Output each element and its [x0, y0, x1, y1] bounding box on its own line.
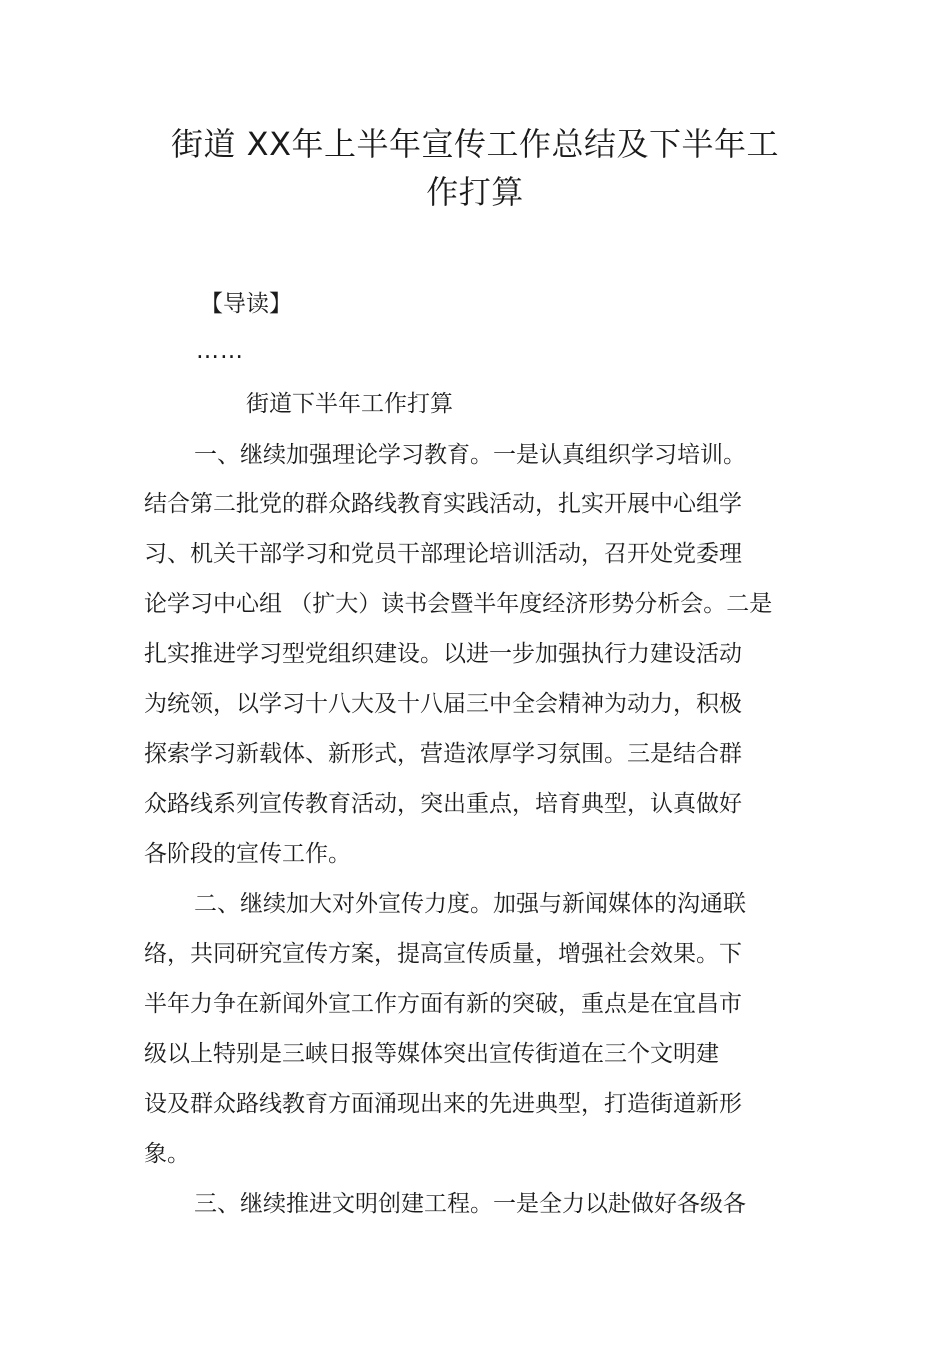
section-heading: 街道下半年工作打算	[246, 391, 453, 417]
body-line: 众路线系列宣传教育活动，突出重点，培育典型，认真做好	[144, 791, 742, 817]
body-line: 论学习中心组 （扩大）读书会暨半年度经济形势分析会。二是	[144, 591, 773, 617]
body-line: 习、机关干部学习和党员干部理论培训活动，召开处党委理	[144, 541, 742, 567]
body-line: 各阶段的宣传工作。	[144, 841, 351, 867]
lead-label: 【导读】	[200, 291, 292, 317]
body-line: 设及群众路线教育方面涌现出来的先进典型，打造街道新形	[144, 1091, 742, 1117]
body-line: 二、继续加大对外宣传力度。加强与新闻媒体的沟通联	[194, 891, 746, 917]
body-line: 象。	[144, 1141, 190, 1167]
ellipsis-text: ……	[196, 338, 244, 364]
document-title-line-2: 作打算	[426, 173, 524, 211]
document-title-line-1: 街道 XX年上半年宣传工作总结及下半年工	[170, 125, 780, 163]
body-line: 扎实推进学习型党组织建设。以进一步加强执行力建设活动	[144, 641, 742, 667]
body-line: 一、继续加强理论学习教育。一是认真组织学习培训。	[194, 442, 746, 468]
body-line: 结合第二批党的群众路线教育实践活动，扎实开展中心组学	[144, 491, 742, 517]
body-line: 探索学习新载体、新形式，营造浓厚学习氛围。三是结合群	[144, 741, 742, 767]
body-line: 级以上特别是三峡日报等媒体突出宣传街道在三个文明建	[144, 1041, 719, 1067]
body-line: 络，共同研究宣传方案，提高宣传质量，增强社会效果。下	[144, 941, 742, 967]
body-line: 为统领，以学习十八大及十八届三中全会精神为动力，积极	[144, 691, 742, 717]
body-line: 三、继续推进文明创建工程。一是全力以赴做好各级各	[194, 1191, 746, 1217]
body-line: 半年力争在新闻外宣工作方面有新的突破，重点是在宜昌市	[144, 991, 742, 1017]
